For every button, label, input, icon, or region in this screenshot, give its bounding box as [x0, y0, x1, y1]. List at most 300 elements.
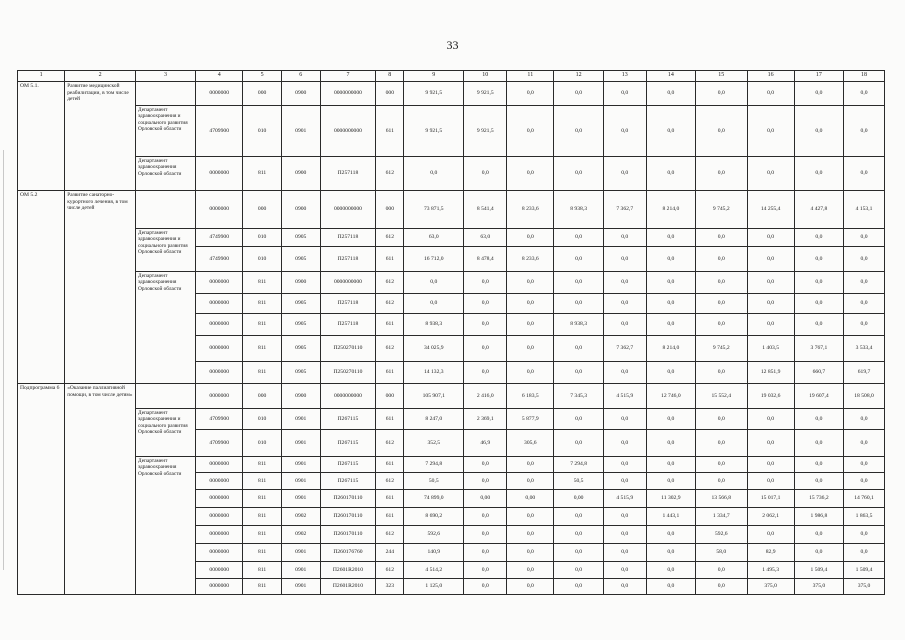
value-cell: 50,5 [554, 473, 603, 490]
value-cell: 8 233,6 [507, 191, 554, 229]
value-cell: 7 294,8 [554, 457, 603, 473]
table-row [18, 106, 885, 157]
value-cell: 9 921,5 [464, 106, 507, 157]
value-cell: 0,0 [507, 336, 554, 362]
value-cell: 010 [243, 106, 282, 157]
value-cell: 0,0 [464, 457, 507, 473]
header-cell: 17 [794, 71, 843, 82]
value-cell: П257118 [320, 294, 376, 314]
value-cell: 13 566,8 [696, 490, 748, 508]
value-cell: 000 [376, 82, 404, 106]
value-cell: 0,0 [603, 430, 646, 457]
value-cell: 0,0 [646, 272, 695, 294]
value-cell: П257118 [320, 229, 376, 247]
header-cell: 5 [243, 71, 282, 82]
value-cell: 0,0 [646, 229, 695, 247]
value-cell: 0,0 [794, 430, 843, 457]
value-cell: 0,0 [603, 106, 646, 157]
executor-cell [136, 82, 196, 106]
value-cell: 000 [243, 82, 282, 106]
value-cell: 0,0 [646, 362, 695, 384]
value-cell: 0,0 [794, 82, 843, 106]
value-cell: 811 [243, 544, 282, 562]
value-cell: 0,0 [646, 106, 695, 157]
value-cell: 0,0 [794, 247, 843, 272]
value-cell: 4709900 [196, 430, 243, 457]
value-cell: 1 509,4 [794, 562, 843, 579]
value-cell: 4 153,1 [844, 191, 885, 229]
header-cell: 13 [603, 71, 646, 82]
value-cell: 0,0 [696, 409, 748, 430]
value-cell: 0,0 [844, 473, 885, 490]
value-cell: 0,0 [844, 82, 885, 106]
value-cell: 0,0 [554, 82, 603, 106]
program-code-cell: ОМ 5.1. [18, 82, 65, 191]
value-cell: 000 [243, 384, 282, 409]
value-cell: 2 062,1 [747, 508, 794, 526]
value-cell: 0,0 [646, 294, 695, 314]
value-cell: 0,0 [554, 579, 603, 595]
value-cell: 9 745,2 [696, 191, 748, 229]
table-row [18, 82, 885, 106]
value-cell: 1 125,0 [404, 579, 464, 595]
value-cell: 15 552,4 [696, 384, 748, 409]
value-cell: 0,0 [844, 526, 885, 544]
value-cell: 0000000 [196, 336, 243, 362]
value-cell: 0900 [281, 272, 320, 294]
value-cell: 0,0 [603, 314, 646, 336]
value-cell: 0,0 [747, 526, 794, 544]
executor-cell: Департамент здравоохранения и социального развития Орловской области [136, 229, 196, 272]
value-cell: 0,0 [844, 106, 885, 157]
value-cell: 0000000 [196, 384, 243, 409]
value-cell: 0,0 [794, 473, 843, 490]
value-cell: П260176760 [320, 544, 376, 562]
value-cell: 0,0 [747, 430, 794, 457]
page-number: 33 [446, 38, 459, 52]
value-cell: 8 214,0 [646, 336, 695, 362]
value-cell: 0000000 [196, 508, 243, 526]
value-cell: 0,0 [554, 508, 603, 526]
value-cell: П267115 [320, 473, 376, 490]
header-cell: 7 [320, 71, 376, 82]
value-cell: 0,0 [646, 157, 695, 191]
header-cell: 10 [464, 71, 507, 82]
value-cell: 82,9 [747, 544, 794, 562]
value-cell: 1 863,5 [844, 508, 885, 526]
value-cell: 611 [376, 490, 404, 508]
value-cell: 0000000 [196, 526, 243, 544]
header-row [18, 71, 885, 82]
value-cell: 0,0 [696, 229, 748, 247]
value-cell: 3 533,4 [844, 336, 885, 362]
value-cell: 7 362,7 [603, 191, 646, 229]
value-cell: 0,0 [603, 544, 646, 562]
value-cell: 0,0 [603, 294, 646, 314]
value-cell: 0901 [281, 562, 320, 579]
executor-cell [136, 191, 196, 229]
value-cell: 0000000 [196, 457, 243, 473]
value-cell: 0,0 [696, 562, 748, 579]
value-cell: 0,0 [404, 272, 464, 294]
value-cell: 0,0 [554, 157, 603, 191]
value-cell: 3 767,1 [794, 336, 843, 362]
value-cell: 0,0 [507, 473, 554, 490]
value-cell: 7 294,8 [404, 457, 464, 473]
value-cell: 0,0 [603, 82, 646, 106]
value-cell: 0,0 [603, 526, 646, 544]
header-cell: 16 [747, 71, 794, 82]
header-cell: 2 [65, 71, 136, 82]
value-cell: 1 509,4 [844, 562, 885, 579]
value-cell: 0,0 [844, 544, 885, 562]
value-cell: 0,0 [554, 229, 603, 247]
value-cell: 8 938,3 [404, 314, 464, 336]
value-cell: 811 [243, 473, 282, 490]
value-cell: 811 [243, 336, 282, 362]
value-cell: 0,0 [603, 473, 646, 490]
value-cell: 0,0 [507, 106, 554, 157]
value-cell: 4 514,2 [404, 562, 464, 579]
value-cell: 0,0 [464, 362, 507, 384]
program-code-cell: ОМ 5.2 [18, 191, 65, 384]
value-cell: 9 745,2 [696, 336, 748, 362]
value-cell: 14 132,3 [404, 362, 464, 384]
value-cell: 0,0 [646, 579, 695, 595]
value-cell: 660,7 [794, 362, 843, 384]
value-cell: 8 233,6 [507, 247, 554, 272]
executor-cell: Департамент здравоохранения Орловской области [136, 157, 196, 191]
value-cell: 14 255,4 [747, 191, 794, 229]
value-cell: 010 [243, 430, 282, 457]
value-cell: 0,0 [696, 106, 748, 157]
value-cell: 0000000000 [320, 272, 376, 294]
table-row [18, 384, 885, 409]
value-cell: 611 [376, 457, 404, 473]
value-cell: 0905 [281, 314, 320, 336]
value-cell: 0,0 [696, 294, 748, 314]
value-cell: 1 986,8 [794, 508, 843, 526]
value-cell: 0,0 [464, 157, 507, 191]
value-cell: 0,0 [844, 272, 885, 294]
value-cell: 0000000 [196, 473, 243, 490]
value-cell: 0000000000 [320, 106, 376, 157]
value-cell: 0,0 [603, 457, 646, 473]
value-cell: 0900 [281, 384, 320, 409]
value-cell: 811 [243, 526, 282, 544]
value-cell: 0,0 [554, 526, 603, 544]
table-row [18, 272, 885, 294]
value-cell: 0,0 [794, 314, 843, 336]
value-cell: 811 [243, 579, 282, 595]
value-cell: 0,00 [554, 490, 603, 508]
executor-cell: Департамент здравоохранения и социального развития Орловской области [136, 409, 196, 457]
value-cell: 619,7 [844, 362, 885, 384]
header-cell: 8 [376, 71, 404, 82]
value-cell: П260170110 [320, 508, 376, 526]
value-cell: 0,0 [844, 247, 885, 272]
value-cell: 0,0 [646, 526, 695, 544]
executor-cell: Департамент здравоохранения Орловской области [136, 272, 196, 384]
value-cell: 0,0 [464, 579, 507, 595]
value-cell: П2601R2010 [320, 579, 376, 595]
value-cell: 0,0 [554, 430, 603, 457]
value-cell: 0,0 [464, 508, 507, 526]
header-cell: 11 [507, 71, 554, 82]
value-cell: 0,0 [844, 229, 885, 247]
value-cell: 811 [243, 362, 282, 384]
value-cell: 0000000000 [320, 82, 376, 106]
value-cell: 2 369,1 [464, 409, 507, 430]
value-cell: П2601R2010 [320, 562, 376, 579]
value-cell: 0,0 [747, 457, 794, 473]
executor-cell: Департамент здравоохранения Орловской области [136, 457, 196, 595]
value-cell: 0000000 [196, 82, 243, 106]
value-cell: 305,6 [507, 430, 554, 457]
value-cell: 611 [376, 106, 404, 157]
value-cell: 0,0 [464, 526, 507, 544]
value-cell: 0905 [281, 247, 320, 272]
value-cell: 0,0 [603, 508, 646, 526]
value-cell: П250270110 [320, 336, 376, 362]
value-cell: П257118 [320, 247, 376, 272]
value-cell: 63,0 [404, 229, 464, 247]
value-cell: 612 [376, 272, 404, 294]
value-cell: 611 [376, 409, 404, 430]
header-cell: 1 [18, 71, 65, 82]
value-cell: 0,0 [507, 526, 554, 544]
value-cell: 0000000 [196, 544, 243, 562]
value-cell: 0,0 [844, 430, 885, 457]
value-cell: 0,0 [747, 82, 794, 106]
value-cell: 611 [376, 508, 404, 526]
value-cell: 0,0 [696, 314, 748, 336]
value-cell: 73 871,5 [404, 191, 464, 229]
header-cell: 12 [554, 71, 603, 82]
value-cell: 0,0 [554, 272, 603, 294]
value-cell: 0000000 [196, 562, 243, 579]
value-cell: 0,0 [507, 272, 554, 294]
value-cell: 0,0 [844, 294, 885, 314]
value-cell: 0,0 [603, 247, 646, 272]
value-cell: 0000000 [196, 362, 243, 384]
value-cell: 0901 [281, 579, 320, 595]
value-cell: 0,0 [794, 409, 843, 430]
value-cell: 74 899,0 [404, 490, 464, 508]
table-row [18, 191, 885, 229]
value-cell: 8 478,4 [464, 247, 507, 272]
value-cell: 0,0 [646, 544, 695, 562]
value-cell: 7 362,7 [603, 336, 646, 362]
value-cell: 0,0 [554, 294, 603, 314]
value-cell: 18 508,0 [844, 384, 885, 409]
value-cell: 0,0 [554, 106, 603, 157]
value-cell: 4 515,9 [603, 490, 646, 508]
value-cell: 15 736,2 [794, 490, 843, 508]
value-cell: 0901 [281, 409, 320, 430]
value-cell: 0,0 [464, 314, 507, 336]
value-cell: 0000000 [196, 157, 243, 191]
value-cell: 0,0 [646, 409, 695, 430]
executor-cell [136, 384, 196, 409]
value-cell: 0000000 [196, 314, 243, 336]
header-cell: 4 [196, 71, 243, 82]
value-cell: 0905 [281, 294, 320, 314]
value-cell: 4 427,8 [794, 191, 843, 229]
value-cell: 0,0 [747, 106, 794, 157]
value-cell: 000 [376, 191, 404, 229]
value-cell: 0,0 [696, 272, 748, 294]
value-cell: 612 [376, 526, 404, 544]
value-cell: 0900 [281, 157, 320, 191]
value-cell: 8 214,0 [646, 191, 695, 229]
value-cell: 0,0 [603, 229, 646, 247]
value-cell: 352,5 [404, 430, 464, 457]
value-cell: 611 [376, 247, 404, 272]
program-name-cell: Развитие санаторно-курортного лечения, в том числе детей [65, 191, 136, 384]
value-cell: 4709900 [196, 106, 243, 157]
value-cell: 0,0 [603, 362, 646, 384]
budget-table [17, 70, 885, 595]
value-cell: 0,0 [844, 409, 885, 430]
value-cell: 15 017,1 [747, 490, 794, 508]
value-cell: П260170110 [320, 490, 376, 508]
value-cell: 19 607,4 [794, 384, 843, 409]
value-cell: 0000000 [196, 191, 243, 229]
value-cell: 0,0 [794, 106, 843, 157]
value-cell: 0,0 [603, 579, 646, 595]
value-cell: П267115 [320, 430, 376, 457]
value-cell: 000 [376, 384, 404, 409]
value-cell: 0901 [281, 430, 320, 457]
header-cell: 14 [646, 71, 695, 82]
value-cell: 0,0 [603, 272, 646, 294]
value-cell: 811 [243, 294, 282, 314]
value-cell: 0,0 [747, 247, 794, 272]
value-cell: 0,0 [646, 314, 695, 336]
value-cell: 0,0 [844, 314, 885, 336]
value-cell: 0905 [281, 229, 320, 247]
value-cell: 0,0 [696, 362, 748, 384]
value-cell: 1 334,7 [696, 508, 748, 526]
value-cell: 0,0 [464, 336, 507, 362]
value-cell: 0,0 [507, 457, 554, 473]
value-cell: 0,0 [554, 362, 603, 384]
value-cell: 0,0 [507, 229, 554, 247]
value-cell: 0,0 [747, 157, 794, 191]
value-cell: 000 [243, 191, 282, 229]
value-cell: 0,0 [646, 247, 695, 272]
value-cell: 612 [376, 336, 404, 362]
value-cell: 0,0 [464, 544, 507, 562]
value-cell: 8 938,3 [554, 191, 603, 229]
value-cell: 323 [376, 579, 404, 595]
value-cell: 4709900 [196, 409, 243, 430]
value-cell: 0901 [281, 473, 320, 490]
value-cell: П260170110 [320, 526, 376, 544]
value-cell: 0,0 [507, 314, 554, 336]
value-cell: 0902 [281, 508, 320, 526]
value-cell: 8 541,4 [464, 191, 507, 229]
value-cell: 0,0 [464, 294, 507, 314]
value-cell: 0000000 [196, 490, 243, 508]
value-cell: 0,0 [794, 457, 843, 473]
value-cell: 0,0 [794, 157, 843, 191]
value-cell: 0900 [281, 191, 320, 229]
value-cell: 14 760,1 [844, 490, 885, 508]
value-cell: 34 025,9 [404, 336, 464, 362]
value-cell: П250270110 [320, 362, 376, 384]
value-cell: 0,0 [507, 579, 554, 595]
value-cell: 612 [376, 157, 404, 191]
value-cell: 0,0 [696, 82, 748, 106]
value-cell: П257118 [320, 157, 376, 191]
value-cell: 0,0 [464, 272, 507, 294]
value-cell: 375,0 [844, 579, 885, 595]
value-cell: 375,0 [794, 579, 843, 595]
value-cell: 0901 [281, 106, 320, 157]
value-cell: 0,0 [554, 409, 603, 430]
value-cell: 0,0 [646, 457, 695, 473]
value-cell: 0,0 [794, 526, 843, 544]
value-cell: П267115 [320, 457, 376, 473]
value-cell: 6 183,5 [507, 384, 554, 409]
value-cell: 0,0 [464, 473, 507, 490]
value-cell: 0,0 [603, 157, 646, 191]
value-cell: 0,0 [794, 294, 843, 314]
table-row [18, 229, 885, 247]
value-cell: 0,0 [696, 157, 748, 191]
value-cell: 0,0 [507, 294, 554, 314]
value-cell: 0,0 [646, 562, 695, 579]
value-cell: 375,0 [747, 579, 794, 595]
header-cell: 18 [844, 71, 885, 82]
header-cell: 9 [404, 71, 464, 82]
value-cell: 5 877,9 [507, 409, 554, 430]
value-cell: 4749900 [196, 229, 243, 247]
value-cell: 0901 [281, 457, 320, 473]
value-cell: 0,0 [507, 508, 554, 526]
header-cell: 3 [136, 71, 196, 82]
value-cell: 612 [376, 229, 404, 247]
value-cell: 0,0 [507, 157, 554, 191]
value-cell: 0,00 [464, 490, 507, 508]
value-cell: 16 712,0 [404, 247, 464, 272]
header-cell: 15 [696, 71, 748, 82]
value-cell: 811 [243, 508, 282, 526]
value-cell: 0000000000 [320, 191, 376, 229]
value-cell: 19 032,6 [747, 384, 794, 409]
value-cell: 0000000 [196, 294, 243, 314]
value-cell: 010 [243, 247, 282, 272]
program-name-cell: Развитие медицинской реабилитации, в том числе детей [65, 82, 136, 191]
value-cell: 0,0 [554, 336, 603, 362]
value-cell: 0,0 [404, 157, 464, 191]
value-cell: 811 [243, 272, 282, 294]
value-cell: 50,5 [404, 473, 464, 490]
value-cell: 46,9 [464, 430, 507, 457]
value-cell: 0900 [281, 82, 320, 106]
value-cell: 010 [243, 409, 282, 430]
value-cell: 0,0 [747, 473, 794, 490]
value-cell: 9 921,5 [464, 82, 507, 106]
value-cell: 0,0 [696, 247, 748, 272]
value-cell: 0,0 [507, 562, 554, 579]
value-cell: 0905 [281, 362, 320, 384]
value-cell: 63,0 [464, 229, 507, 247]
value-cell: 0,0 [464, 562, 507, 579]
value-cell: 0,0 [646, 82, 695, 106]
